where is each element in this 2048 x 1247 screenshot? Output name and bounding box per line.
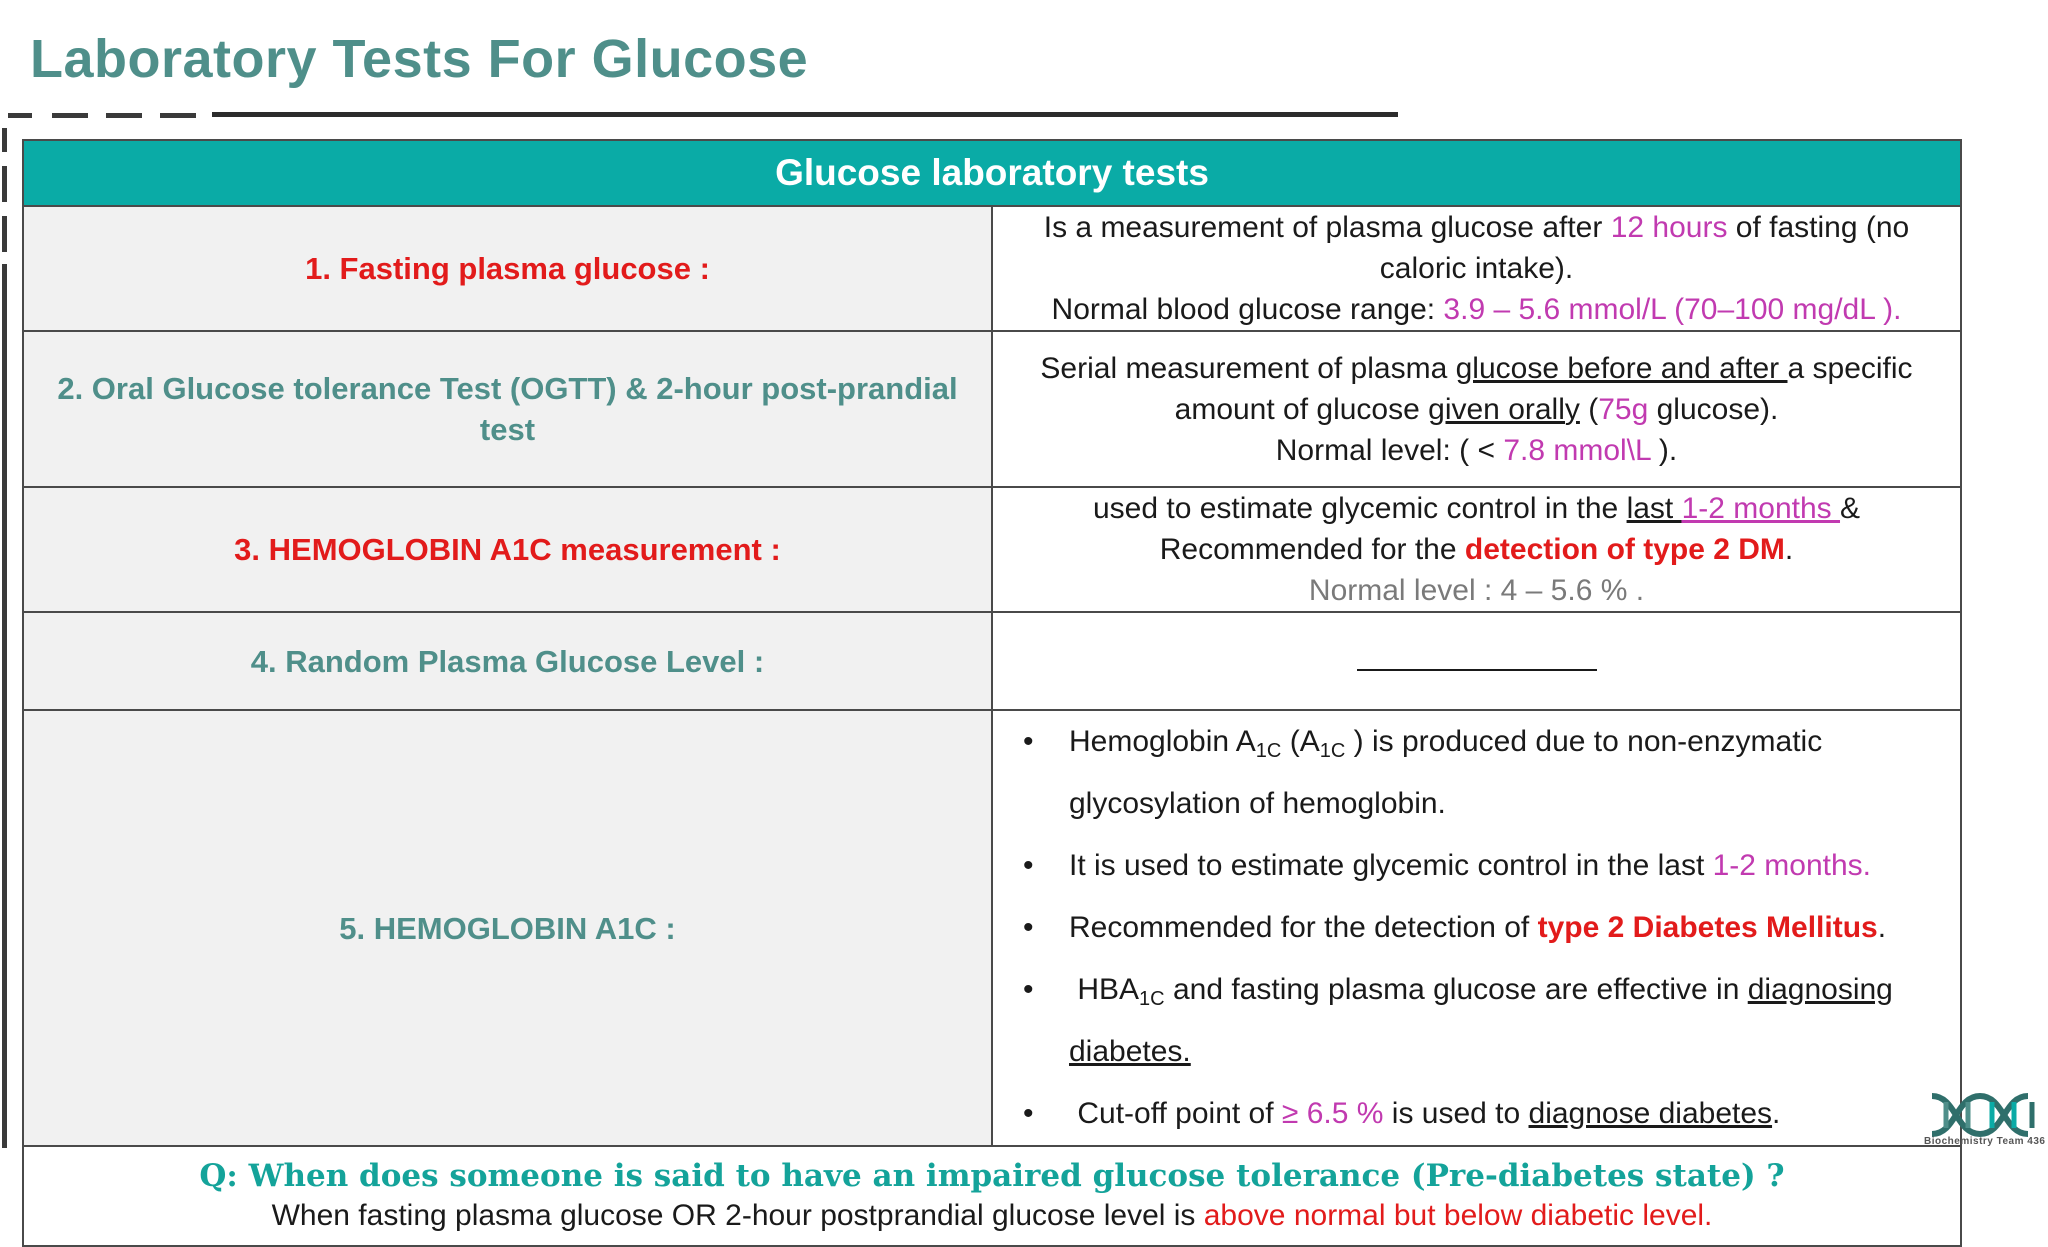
list-item: • Cut-off point of ≥ 6.5 % is used to diagnose diabetes. — [1023, 1097, 1781, 1130]
decorative-dash — [160, 113, 196, 118]
decorative-dash — [106, 113, 142, 118]
question-text: Q: When does someone is said to have an impaired glucose tolerance (Pre-diabetes state) ? — [199, 1158, 1785, 1194]
row-description: used to estimate glycemic control in the last 1-2 months & Recommended for the detection of type 2 DM. Normal level : 4 – 5.6 % . — [992, 487, 1961, 612]
row-description: Is a measurement of plasma glucose after 12 hours of fasting (no caloric intake). Normal blood glucose range: 3.9 – 5.6 mmol/L (70–100 mg/dL ). — [992, 206, 1961, 331]
decorative-vertical-dash — [2, 166, 7, 202]
blank-line — [1357, 645, 1597, 671]
table-row-a1c — [23, 710, 1961, 1146]
row-label: 3. HEMOGLOBIN A1C measurement : — [23, 487, 992, 612]
row-label: 1. Fasting plasma glucose : — [23, 206, 992, 331]
bullet-list — [1007, 711, 1946, 1145]
row-label: 4. Random Plasma Glucose Level : — [23, 612, 992, 710]
row-description: Serial measurement of plasma glucose before and after a specific amount of glucose given orally (75g glucose). Normal level: ( < 7.8 mmol\L ). — [992, 331, 1961, 487]
table-row-random-glucose — [23, 612, 1961, 710]
answer-text: When fasting plasma glucose OR 2-hour postprandial glucose level is above normal but below diabetic level. — [271, 1199, 1713, 1232]
row-label: 2. Oral Glucose tolerance Test (OGTT) & 2-hour post-prandial test — [23, 331, 992, 487]
table-row-a1c-measurement — [23, 487, 1961, 612]
decorative-vertical-dash — [2, 216, 7, 252]
title-underline — [212, 112, 1398, 117]
row-description — [992, 710, 1961, 1146]
row-label: 5. HEMOGLOBIN A1C : — [23, 710, 992, 1146]
page-title: Laboratory Tests For Glucose — [30, 29, 809, 89]
table-row-ogtt — [23, 331, 1961, 487]
row-description — [992, 612, 1961, 710]
list-item: • Recommended for the detection of type 2 Diabetes Mellitus. — [1023, 911, 1887, 944]
logo-caption: Biochemistry Team 436 — [1924, 1136, 2046, 1147]
dna-logo-icon — [1928, 1088, 2040, 1142]
table-row-fasting — [23, 206, 1961, 331]
question-box — [23, 1146, 1961, 1246]
decorative-dash — [8, 113, 32, 118]
list-item: • It is used to estimate glycemic control in the last 1-2 months. — [1023, 849, 1872, 882]
glucose-tests-table — [22, 139, 1962, 1247]
table-header: Glucose laboratory tests — [23, 140, 1961, 206]
list-item: • $HBA_{1C}$ and fasting plasma glucose are effective in diagnosing diabetes. — [1023, 973, 1893, 1068]
table-row-question — [23, 1146, 1961, 1246]
list-item: • Hemoglobin $A_{1C}$ ($A_{1C}$ ) is produced due to non-enzymatic glycosylation of hemoglobin. — [1023, 725, 1823, 820]
decorative-vertical-dash — [2, 264, 7, 1148]
decorative-vertical-dash — [2, 128, 7, 152]
decorative-dash — [52, 113, 88, 118]
